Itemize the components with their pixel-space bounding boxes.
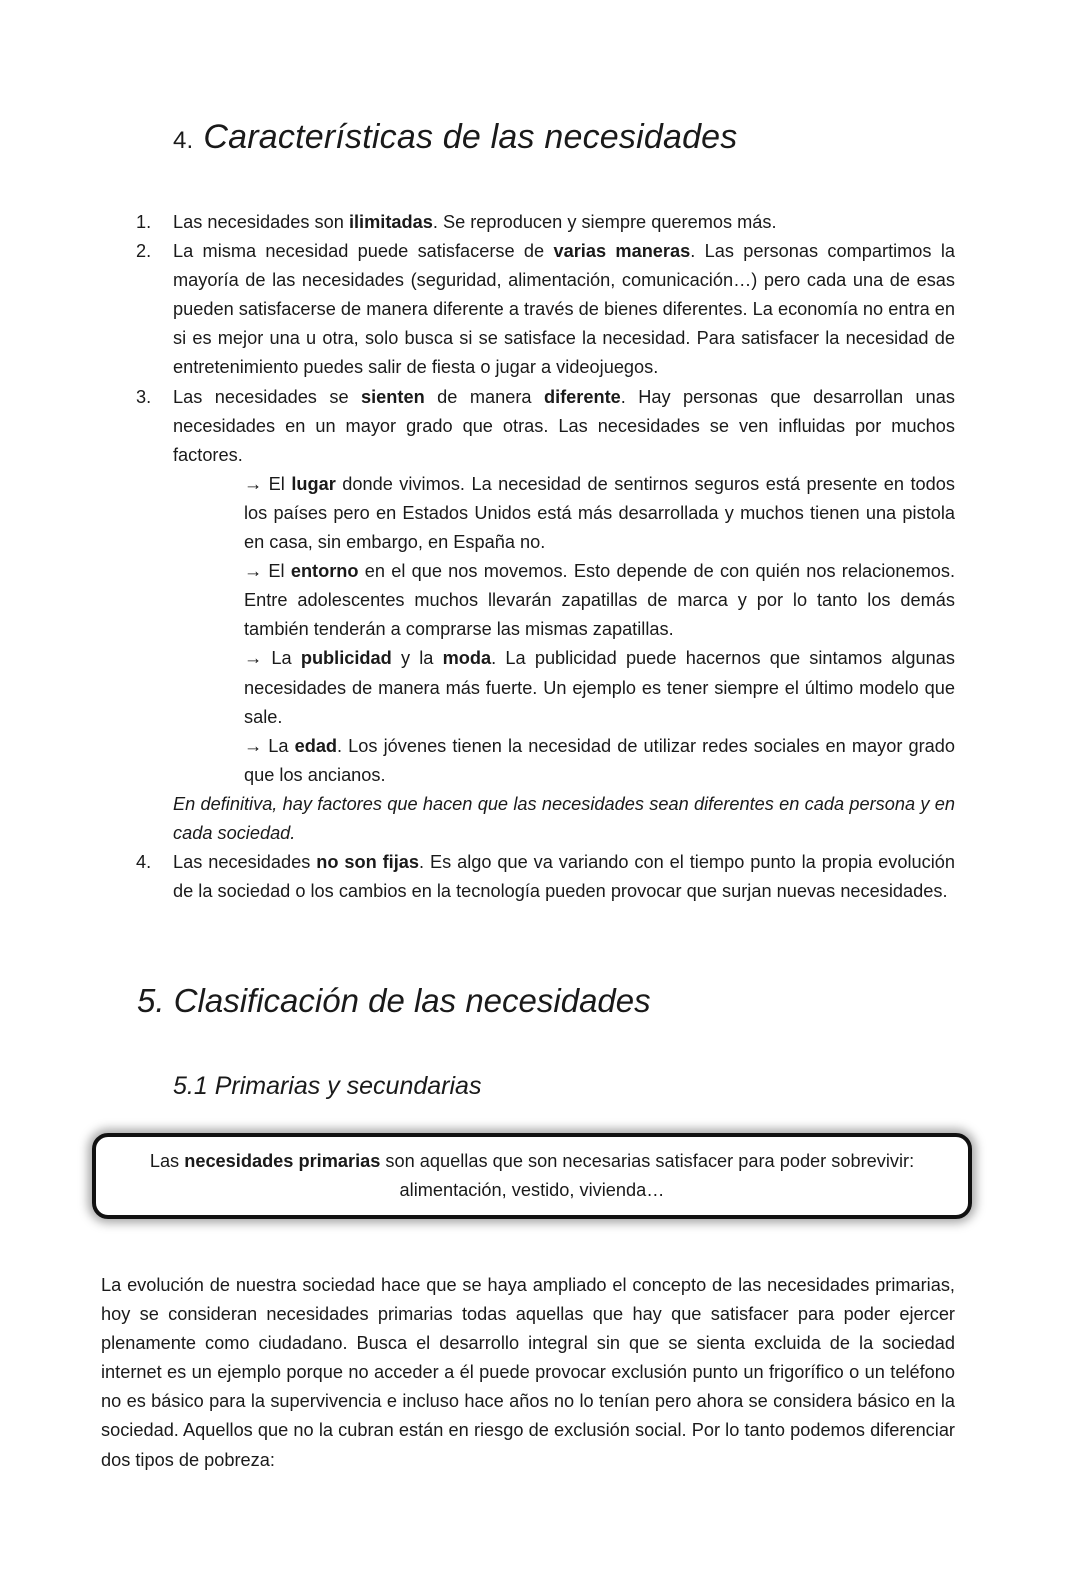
list-item [136,208,955,237]
text-run: alimentación, vestido, vivienda… [399,1180,665,1200]
bold-term: publicidad [300,648,392,669]
definition-box [92,1133,972,1219]
text-run: donde vivimos. La necesidad de sentirnos seguros está presente en todos los países pero en Estados Unidos está más desarrollada y muchos tienen una pistola en casa, sin embargo, en España no. [244,473,955,553]
bold-term: no son fijas [316,852,420,873]
text-run: Las necesidades se [173,386,362,407]
text-run: . Se reproducen y siempre queremos más. [432,212,777,232]
text-run: de manera [424,386,544,407]
bold-term: lugar [291,473,336,494]
list-item-number: 2. [136,241,152,262]
text-run: → El [244,473,292,494]
definition-text [150,1147,914,1205]
bold-term: moda [442,648,492,669]
section-5-heading: 5. Clasificación de las necesidades [137,982,651,1019]
conclusion-text: En definitiva, hay factores que hacen que las necesidades sean diferentes en cada persona y en cada sociedad. [173,793,955,843]
section-4-number: 4. [173,127,194,154]
characteristics-list [136,208,956,906]
factor-item [244,644,955,731]
list-item [136,383,956,849]
text-run: → La [244,648,301,669]
bold-term: ilimitadas [348,212,433,232]
bold-term: sienten [361,386,425,407]
list-item-text [173,208,955,237]
text-run: . Es algo que va variando con el tiempo punto la propia evolución de la sociedad o los cambios en la tecnología pueden provocar que surjan nuevas necesidades. [173,852,955,902]
text-run: . Hay personas que desarrollan unas necesidades en un mayor grado que otras. Las necesidades se ven influidas por muchos factores. [173,386,955,465]
list-item [136,848,955,906]
text-run: son aquellas que son necesarias satisfacer para poder sobrevivir: [380,1151,915,1171]
list-item-number: 4. [136,852,152,873]
list-item-text [173,237,955,382]
list-item-text [173,848,955,906]
section-4-title: Características de las necesidades [203,118,738,156]
bold-term: entorno [290,561,359,582]
bold-term: edad [294,735,338,756]
text-run: Las necesidades son [173,212,349,232]
section-4-heading [173,118,738,157]
text-run: → El [244,561,291,582]
factor-item [244,557,955,644]
factor-item [244,470,955,557]
text-run: Las [149,1151,185,1171]
text-run: y la [391,648,443,669]
bold-term: varias maneras [553,241,691,262]
factor-item [244,732,955,790]
factors-list [244,470,955,790]
bold-term: diferente [543,386,621,407]
list-item-text [173,383,955,470]
text-run: . Los jóvenes tienen la necesidad de utilizar redes sociales en mayor grado que los ancianos. [244,735,955,785]
text-run: → La [244,735,295,756]
list-item-number: 1. [136,212,152,232]
list-item-number: 3. [136,386,152,407]
text-run: La misma necesidad puede satisfacerse de [173,241,554,262]
text-run: . Las personas compartimos la mayoría de las necesidades (seguridad, alimentación, comunicación…) pero cada una de esas pueden satisfacerse de manera diferente a través de bienes diferentes. La economía no entra en si es mejor una u otra, solo busca si se satisface la necesidad. Para satisfacer la necesidad de entretenimiento puedes salir de fiesta o jugar a videojuegos. [173,241,955,378]
text-run: . La publicidad puede hacernos que sintamos algunas necesidades de manera más fuerte. Un ejemplo es tener siempre el último modelo que sale. [244,648,955,727]
bold-term: necesidades primarias [184,1151,381,1171]
list-item [136,237,955,382]
body-paragraph: La evolución de nuestra sociedad hace que se haya ampliado el concepto de las necesidades primarias, hoy se consideran necesidades primarias todas aquellas que hay que satisfacer para poder ejercer plenamente como ciudadano. Busca el desarrollo integral sin que se sienta excluida de la sociedad internet es un ejemplo porque no acceder a él puede provocar exclusión punto un frigorífico o un teléfono no es básico para la supervivencia e incluso hace años no lo tenían pero ahora se considera básico en la sociedad. Aquellos que no la cubran están en riesgo de exclusión social. Por lo tanto podemos diferenciar dos tipos de pobreza: [101,1275,955,1470]
section-5-1-heading: 5.1 Primarias y secundarias [173,1072,482,1100]
text-run: Las necesidades [173,852,317,873]
text-run: en el que nos movemos. Esto depende de con quién nos relacionemos. Entre adolescentes muchos llevarán zapatillas de marca y por lo tanto los demás también tenderán a comprarse las mismas zapatillas. [244,561,956,640]
